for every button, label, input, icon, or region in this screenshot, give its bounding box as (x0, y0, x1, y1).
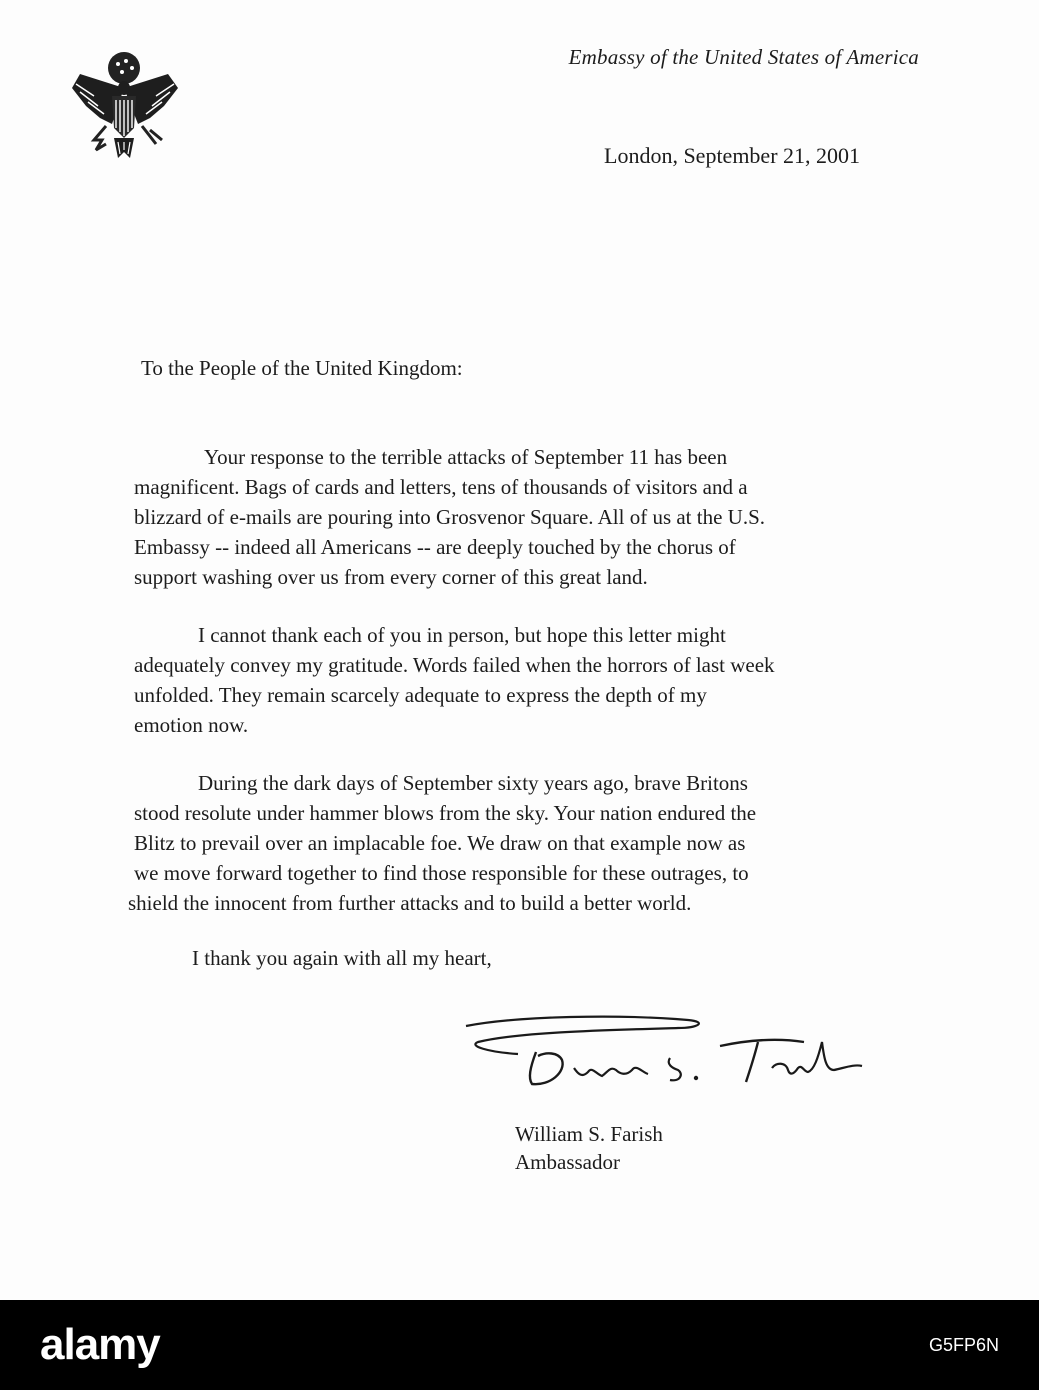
paragraph-line: emotion now. (134, 713, 249, 737)
paragraph-line: Blitz to prevail over an implacable foe. We draw on that example now as (134, 831, 746, 855)
great-seal-eagle-icon (66, 44, 184, 166)
handwritten-signature (458, 1012, 898, 1092)
signer-title: Ambassador (515, 1150, 620, 1174)
closing-line: I thank you again with all my heart, (192, 946, 492, 970)
stock-image-id: G5FP6N (928, 1335, 999, 1355)
paragraph-line: stood resolute under hammer blows from the sky. Your nation endured the (134, 801, 757, 825)
paragraph-line: support washing over us from every corner of this great land. (134, 565, 648, 589)
letter-date: London, September 21, 2001 (604, 143, 861, 168)
body-paragraph-1 (134, 442, 934, 592)
paragraph-line: magnificent. Bags of cards and letters, tens of thousands of visitors and a (134, 475, 748, 499)
paragraph-line: blizzard of e-mails are pouring into Grosvenor Square. All of us at the U.S. (134, 505, 766, 529)
body-paragraph-3 (128, 768, 934, 918)
paragraph-line: During the dark days of September sixty years ago, brave Britons (198, 771, 748, 795)
embassy-name: Embassy of the United States of America (568, 45, 919, 69)
alamy-logo: alamy (40, 1320, 160, 1369)
paragraph-line: shield the innocent from further attacks and to build a better world. (128, 891, 692, 915)
paragraph-line: we move forward together to find those responsible for these outrages, to (134, 861, 749, 885)
paragraph-line: I cannot thank each of you in person, but hope this letter might (198, 623, 726, 647)
paragraph-line: adequately convey my gratitude. Words failed when the horrors of last week (134, 653, 775, 677)
paragraph-line: Embassy -- indeed all Americans -- are deeply touched by the chorus of (134, 535, 736, 559)
paragraph-line: unfolded. They remain scarcely adequate to express the depth of my (134, 683, 707, 707)
salutation: To the People of the United Kingdom: (141, 356, 463, 380)
signer-name: William S. Farish (515, 1122, 663, 1146)
body-paragraph-2 (134, 620, 934, 740)
paragraph-line: Your response to the terrible attacks of September 11 has been (204, 445, 728, 469)
